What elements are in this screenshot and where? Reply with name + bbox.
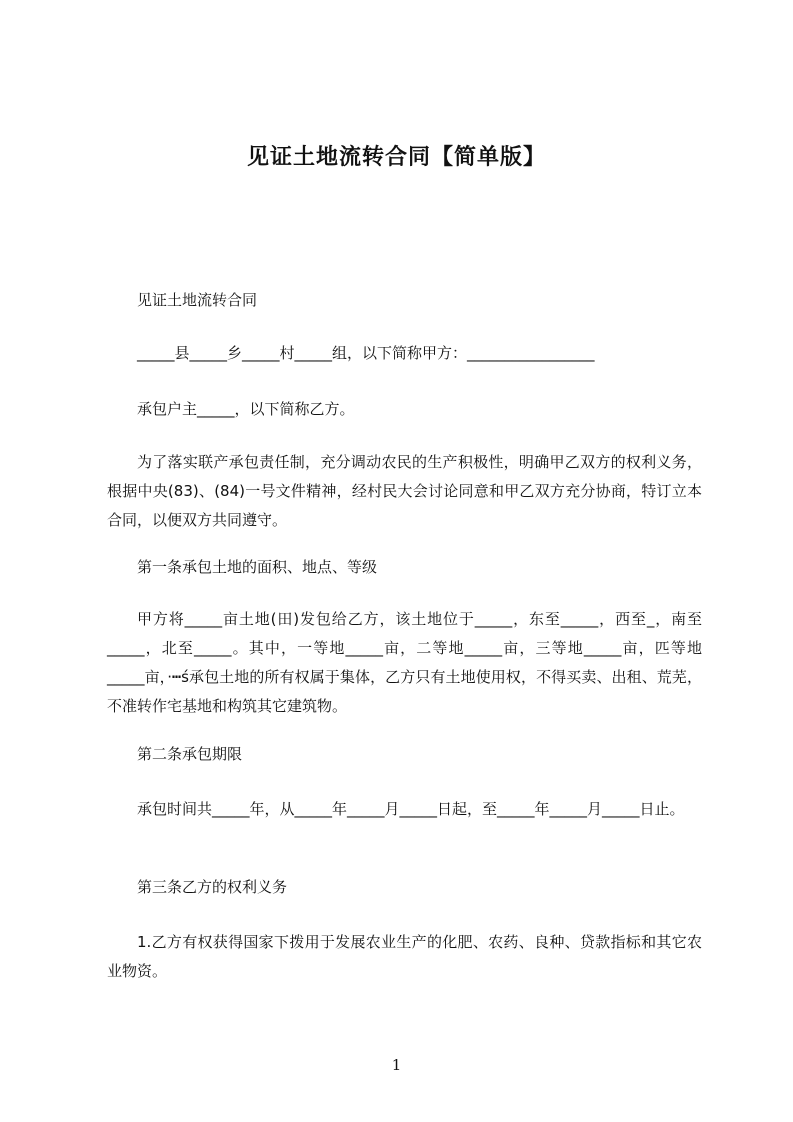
party-b-line: 承包户主_____，以下简称乙方。 [137, 400, 355, 418]
article-2-heading: 第二条承包期限 [137, 745, 243, 763]
document-title: 见证土地流转合同【简单版】 [246, 145, 546, 170]
article-3-heading: 第三条乙方的权利义务 [137, 878, 288, 896]
preamble-paragraph: 为了落实联产承包责任制，充分调动农民的生产积极性，明确甲乙双方的权利义务，根据中央(83)、(84)一号文件精神，经村民大会讨论同意和甲乙双方充分协商，特订立本合同，以便双方共同遵守。 [107, 453, 702, 529]
page-number: 1 [391, 1056, 402, 1074]
article-3-item-1: 1.乙方有权获得国家下拨用于发展农业生产的化肥、农药、良种、贷款指标和其它农业物资。 [107, 933, 702, 980]
article-1-body: 甲方将_____亩土地(田)发包给乙方，该土地位于_____，东至_____，西至_，南至_____，北至_____。其中，一等地_____亩，二等地_____亩，三等地_____亩，匹等地_____亩，·┅ś承包土地的所有权属于集体，乙方只有土地使用权，不得买卖、出租、荒芜，不准转作宅基地和构筑其它建筑物。 [107, 610, 702, 715]
contract-heading: 见证土地流转合同 [137, 291, 258, 309]
party-a-line: _____县_____乡_____村_____组，以下简称甲方：_________________ [137, 344, 595, 362]
article-2-body: 承包时间共_____年，从_____年_____月_____日起，至_____年_____月_____日止。 [137, 800, 685, 818]
article-1-heading: 第一条承包土地的面积、地点、等级 [137, 558, 378, 576]
